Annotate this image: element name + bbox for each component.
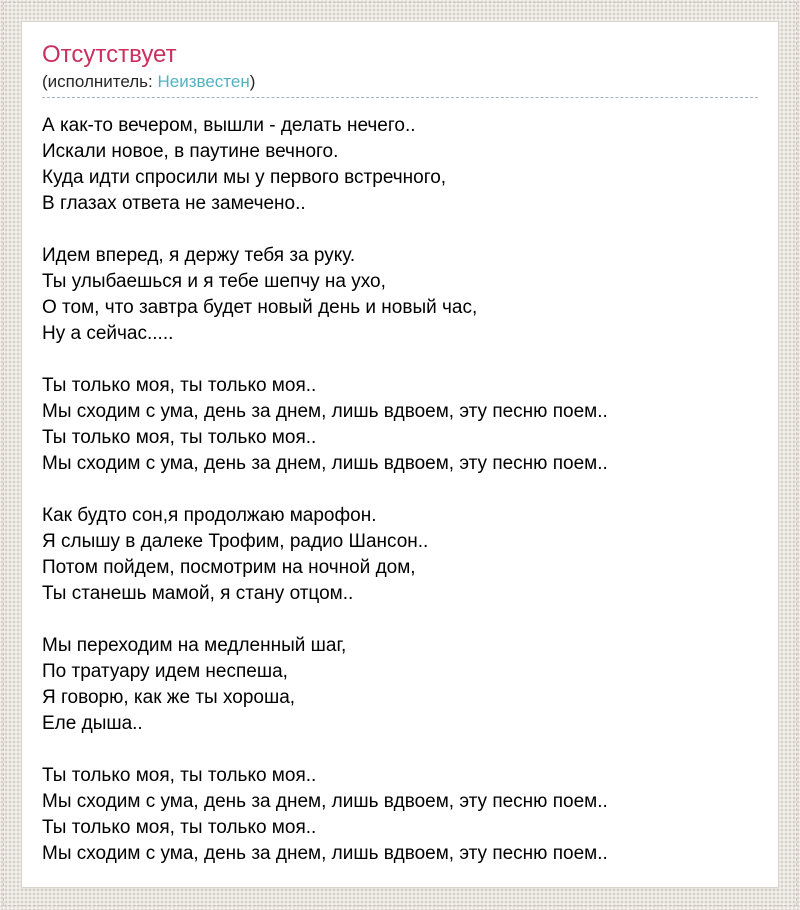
lyric-line: Искали новое, в паутине вечного. [42,141,339,162]
stanza [42,763,758,867]
lyric-line: Как будто сон,я продолжаю марофон. [42,505,377,526]
artist-link[interactable]: Неизвестен [157,72,250,91]
artist-label-suffix: ) [249,72,256,91]
stanza [42,113,758,217]
lyric-line: В глазах ответа не замечено.. [42,193,306,214]
lyric-line: Ты только моя, ты только моя.. [42,375,317,396]
content-card [21,21,779,888]
lyric-line: О том, что завтра будет новый день и новый час, [42,297,478,318]
lyric-line: Мы переходим на медленный шаг, [42,635,347,656]
stanza [42,243,758,347]
lyric-line: Ты только моя, ты только моя.. [42,427,317,448]
lyrics-text [42,113,758,867]
lyric-line: А как-то вечером, вышли - делать нечего.. [42,115,416,136]
lyric-line: Куда идти спросили мы у первого встречного, [42,167,447,188]
lyric-line: Идем вперед, я держу тебя за руку. [42,245,356,266]
lyric-line: Ты только моя, ты только моя.. [42,765,317,786]
lyric-line: По тратуару идем неспеша, [42,661,288,682]
artist-label-prefix: (исполнитель: [42,72,158,91]
lyric-line: Я говорю, как же ты хороша, [42,687,296,708]
lyric-line: Мы сходим с ума, день за днем, лишь вдвоем, эту песню поем.. [42,453,608,474]
stanza [42,633,758,737]
lyric-line: Мы сходим с ума, день за днем, лишь вдвоем, эту песню поем.. [42,401,608,422]
lyric-line: Мы сходим с ума, день за днем, лишь вдвоем, эту песню поем.. [42,791,608,812]
stanza [42,373,758,477]
lyric-line: Потом пойдем, посмотрим на ночной дом, [42,557,416,578]
lyric-line: Ну а сейчас..... [42,323,174,344]
stanza [42,503,758,607]
lyric-line: Я слышу в далеке Трофим, радио Шансон.. [42,531,429,552]
lyric-line: Ты только моя, ты только моя.. [42,817,317,838]
artist-line [42,72,758,98]
lyric-line: Еле дыша.. [42,713,143,734]
lyric-line: Ты улыбаешься и я тебе шепчу на ухо, [42,271,386,292]
lyric-line: Мы сходим с ума, день за днем, лишь вдвоем, эту песню поем.. [42,843,608,864]
page-title: Отсутствует [42,41,177,68]
lyric-line: Ты станешь мамой, я стану отцом.. [42,583,354,604]
